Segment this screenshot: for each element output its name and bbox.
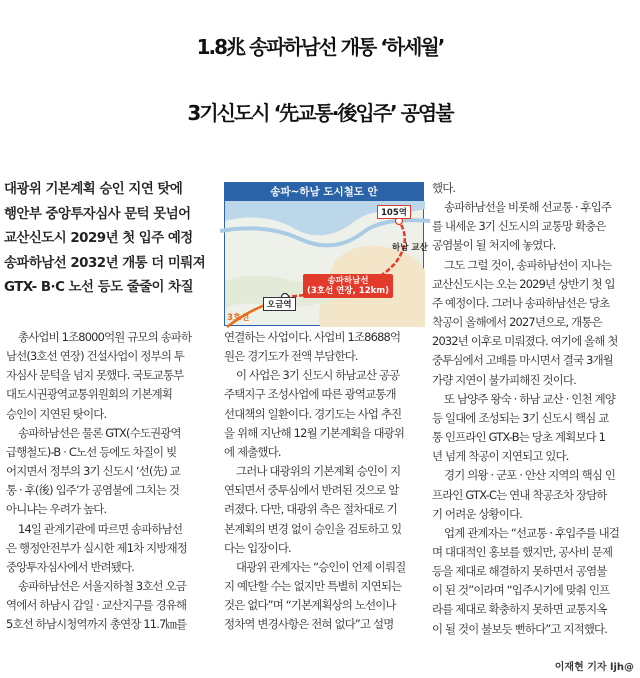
article-line: 라를 제대로 확충하지 못하면 교통지옥 <box>432 602 607 617</box>
article-line: 통 인프라인 GTX-B는 당초 계획보다 1 <box>432 430 606 445</box>
map-label-route-detail: (3호선 연장, 12km) <box>307 286 390 296</box>
article-line: 주택지구 조성사업에 따른 광역교통개 <box>224 387 396 402</box>
article-line: 중앙투자심사에서 반려됐다. <box>6 559 135 574</box>
map-title: 송파~하남 도시철도 안 <box>225 183 423 201</box>
article-paragraph <box>6 424 216 520</box>
article-line: 에 제출했다. <box>224 444 281 459</box>
article-line: 5호선 하남시청역까지 총연장 11.7㎞를 <box>6 617 187 632</box>
article-line: 프라인 GTX-C는 연내 착공조차 장담하 <box>432 487 607 502</box>
article-line: 지 예단할 수는 없지만 특별히 지연되는 <box>224 579 402 594</box>
article-line: 려졌다. 다만, 대광위 측은 절차대로 기 <box>224 502 397 517</box>
article-line: 다는 입장이다. <box>224 540 291 555</box>
article-line: 은 행정안전부가 실시한 제1차 지방재정 <box>6 540 187 555</box>
article-line: 이 사업은 3기 신도시 하남교산 공공 <box>236 368 400 383</box>
article-line: 업계 관계자는 “선교통 · 후입주를 내걸 <box>444 525 620 540</box>
map-label-line: 3호선 <box>227 313 250 323</box>
article-line: 년 넘게 착공이 지연되고 있다. <box>432 449 569 464</box>
article-line: 연결하는 사업이다. 사업비 1조8688억 <box>224 330 401 344</box>
subheadline: 송파하남선 2032년 개통 더 미뤄져 <box>4 255 206 271</box>
article-line: 선대책의 일환이다. 경기도는 사업 추진 <box>224 406 402 421</box>
article-paragraph <box>224 462 424 558</box>
article-line: 아니냐는 우려가 높다. <box>6 502 107 517</box>
byline: 이재현 기자 ljh@ <box>554 662 634 673</box>
article-line: 승인이 지연된 탓이다. <box>6 406 107 421</box>
article-line: 중투심에서 고배를 마시면서 결국 3개월 <box>432 353 613 368</box>
article-line: 착공이 올해에서 2027년으로, 개통은 <box>432 315 602 330</box>
article-line: 그도 그럴 것이, 송파하남선이 지나는 <box>444 257 612 272</box>
article-column-right <box>432 179 638 639</box>
article-line: 며 대대적인 홍보를 했지만, 공사비 문제 <box>432 544 613 559</box>
article-line: 을 위해 지난해 12월 기본계획을 대광위 <box>224 425 405 440</box>
article-line: 대도시권광역교통위원회의 기본계획 <box>6 387 173 402</box>
article-paragraph <box>432 198 638 255</box>
article-paragraph <box>432 179 638 198</box>
article-line: 가량 지연이 불가피해진 것이다. <box>432 372 576 387</box>
article-line: 교산신도시는 오는 2029년 상반기 첫 입 <box>432 276 615 291</box>
article-line: 급행철도)-B · C노선 등에도 차질이 빚 <box>6 444 177 459</box>
article-line: 2032년 이후로 미뤄졌다. 여기에 올해 첫 <box>432 334 618 349</box>
article-paragraph <box>224 366 424 462</box>
article-line: 이 될 것이 불보듯 뻔하다”고 지적했다. <box>432 621 608 636</box>
map-label-start-station: 오금역 <box>263 297 296 311</box>
article-line: 대광위 관계자는 “승인이 언제 이뤄질 <box>236 559 406 574</box>
article-paragraph <box>6 577 216 634</box>
article-line: 원은 경기도가 전액 부담한다. <box>224 349 358 364</box>
article-line: 자심사 문턱을 넘지 못했다. 국토교통부 <box>6 368 184 383</box>
article-paragraph <box>432 390 638 467</box>
subheadline: 교산신도시 2029년 첫 입주 예정 <box>4 231 193 246</box>
subheadline: 행안부 중앙투자심사 문턱 못넘어 <box>4 206 191 222</box>
article-line: 를 내세운 3기 신도시의 교통망 확충은 <box>432 219 606 234</box>
headline-line-2: 3기신도시 ‘先교통·後입주’ 공염불 <box>187 101 453 125</box>
article-line: 이 된 것”이라며 “입주시기에 맞춰 인프 <box>432 583 610 598</box>
route-map <box>224 182 428 326</box>
map-label-route <box>303 274 393 298</box>
article-line: 또 남양주 왕숙 · 하남 교산 · 인천 계양 <box>444 391 616 406</box>
article-line: 남선(3호선 연장) 건설사업이 정부의 투 <box>6 349 185 364</box>
article-paragraph <box>6 328 216 424</box>
article-line: 경기 의왕 · 군포 · 안산 지역의 핵심 인 <box>444 468 616 483</box>
article-line: 등 일대에 조성되는 3기 신도시 핵심 교 <box>432 410 609 425</box>
map-label-area: 하남 교산 <box>392 243 428 253</box>
article-line: 연되면서 중투심에서 반려된 것으로 알 <box>224 483 399 498</box>
article-line: 송파하남선은 물론 GTX(수도권광역 <box>18 425 181 440</box>
subheadline: GTX- B·C 노선 등도 줄줄이 차질 <box>4 280 194 295</box>
article-paragraph <box>224 328 424 366</box>
article-line: 주 예정이다. 그러나 송파하남선은 당초 <box>432 295 610 310</box>
map-graphic <box>225 201 425 327</box>
article-paragraph <box>6 520 216 577</box>
article-line: 14일 관계기관에 따르면 송파하남선 <box>18 521 183 536</box>
article-line: 기 어려운 상황이다. <box>432 506 523 521</box>
subheadline: 대광위 기본계획 승인 지연 탓에 <box>4 182 183 197</box>
article-line: 그러나 대광위의 기본계획 승인이 지 <box>236 464 401 479</box>
article-line: 것은 없다”며 “기본계획상의 노선이나 <box>224 598 396 613</box>
article-paragraph <box>432 524 638 639</box>
article-line: 했다. <box>432 181 456 195</box>
article-paragraph <box>224 558 424 635</box>
article-line: 어지면서 정부의 3기 신도시 ‘선(先) 교 <box>6 464 180 479</box>
subheadline-block <box>4 178 218 301</box>
article-line: 통 · 후(後) 입주’가 공염불에 그치는 것 <box>6 483 180 498</box>
article-line: 역에서 하남시 감일 · 교산지구를 경유해 <box>6 598 187 613</box>
headline-line-1: 1.8兆 송파하남선 개통 ‘하세월’ <box>196 35 444 59</box>
article-paragraph <box>432 256 638 390</box>
article-line: 송파하남선을 비롯해 선교통 · 후입주 <box>444 200 612 215</box>
article-column-left <box>6 328 216 635</box>
map-label-end-station: 105역 <box>377 205 411 219</box>
article-paragraph <box>432 466 638 523</box>
article-line: 총사업비 1조8000억원 규모의 송파하 <box>18 330 192 344</box>
map-label-route-name: 송파하남선 <box>327 276 369 286</box>
article-line: 등을 제대로 해결하지 못하면서 공염불 <box>432 564 607 579</box>
article-line: 정차역 변경사항은 전혀 없다”고 설명 <box>224 617 394 632</box>
article-column-middle <box>224 328 424 635</box>
article-line: 송파하남선은 서울지하철 3호선 오금 <box>18 579 186 594</box>
article-line: 본계획의 변경 없이 승인을 검토하고 있 <box>224 521 402 536</box>
article-line: 공염불이 될 처지에 놓였다. <box>432 238 556 253</box>
